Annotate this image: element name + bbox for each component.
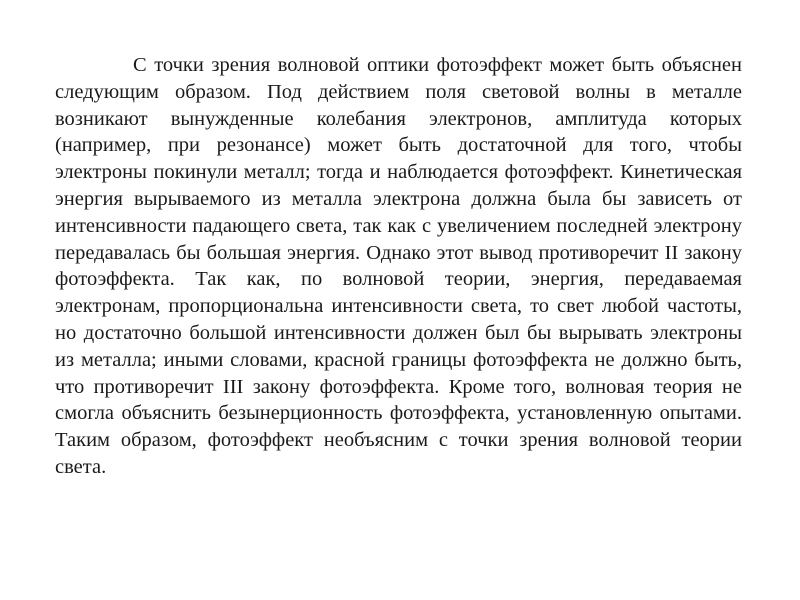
body-paragraph: С точки зрения волновой оптики фотоэффект может быть объяснен следующим образом. Под действием поля световой волны в металле возникают вынужденные колебания электронов, амплитуда которых (например, при резонансе) может быть достаточной для того, чтобы электроны покинули металл; тогда и наблюдается фотоэффект. Кинетическая энергия вырываемого из металла электрона должна была бы зависеть от интенсивности падающего света, так как с увеличением последней электрону передавалась бы большая энергия. Однако этот вывод противоречит II закону фотоэффекта. Так как, по волновой теории, энергия, передаваемая электронам, пропорциональна интенсивности света, то свет любой частоты, но достаточно большой интенсивности должен был бы вырывать электроны из металла; иными словами, красной границы фотоэффекта не должно быть, что противоречит III закону фотоэффекта. Кроме того, волновая теория не смогла объяснить безынерционность фотоэффекта, установленную опытами. Таким образом, фотоэффект необъясним с точки зрения волновой теории света. [55, 54, 742, 478]
